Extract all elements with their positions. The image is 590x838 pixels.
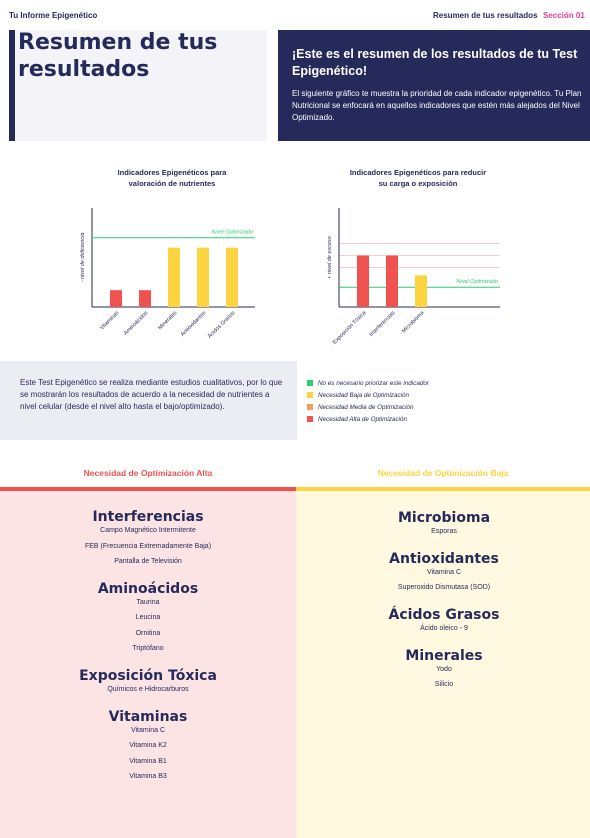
category-item: Ornitina xyxy=(135,630,161,637)
category-item: FEB (Frecuencia Extremadamente Baja) xyxy=(84,543,212,550)
y-axis-label: + nivel de exceso xyxy=(327,236,333,279)
nav-summary-link[interactable]: Resumen de tus resultados xyxy=(433,11,538,20)
chart-nutrients-title: Indicadores Epigenéticos para valoración de nutrientes xyxy=(117,168,227,188)
hero-info-panel xyxy=(278,30,590,141)
chart-exposure-title: Indicadores Epigenéticos para reducir su carga o exposición xyxy=(349,168,487,188)
legend-item xyxy=(307,401,429,413)
low-need-column xyxy=(296,487,590,838)
category-title: Interferencias xyxy=(92,509,204,525)
legend xyxy=(307,377,429,425)
chart-nutrients xyxy=(70,200,270,360)
hero-heading: ¡Este es el resumen de los resultados de tu Test Epigenético! xyxy=(292,47,578,78)
legend-item xyxy=(307,413,429,425)
high-need-column xyxy=(0,487,296,838)
legend-swatch xyxy=(307,416,313,422)
chart-exposure xyxy=(310,200,520,360)
category-title: Antioxidantes xyxy=(389,551,499,567)
tick-label: Aminoácidos xyxy=(122,310,150,337)
tick-label: Ácidos Grasos xyxy=(206,310,237,340)
legend-item xyxy=(307,377,429,389)
category-item: Superoxido Dismutasa (SOD) xyxy=(397,584,491,591)
tick-label: Microbioma xyxy=(401,310,426,335)
bar-4 xyxy=(197,248,209,307)
legend-item xyxy=(307,389,429,401)
category-item: Taurina xyxy=(136,599,160,606)
category-title: Vitaminas xyxy=(108,709,188,725)
category-title: Microbioma xyxy=(397,510,491,526)
bar-3 xyxy=(168,248,180,307)
category-item: Yodo xyxy=(436,666,452,673)
category-item: Vitamina C xyxy=(130,727,166,734)
category-item: Vitamina B1 xyxy=(129,758,167,765)
legend-label: Necesidad Baja de Optimización xyxy=(318,391,410,399)
bar-2 xyxy=(386,256,398,307)
tick-label: Interferencias xyxy=(368,310,397,338)
reference-line-label: Nivel Optimizado xyxy=(456,279,498,286)
category-item: Vitamina K2 xyxy=(129,742,167,749)
category-item: Leucina xyxy=(135,614,161,621)
bar-2 xyxy=(139,290,151,307)
top-bar xyxy=(0,0,590,30)
info-panel xyxy=(0,361,297,440)
category-item: Químicos e Hidrocarburos xyxy=(107,686,189,693)
category-item: Esporas xyxy=(431,528,457,535)
legend-swatch xyxy=(307,392,313,398)
category-item: Vitamina B3 xyxy=(129,773,167,780)
category-item: Silicio xyxy=(434,681,454,688)
tick-label: Exposición Tóxica xyxy=(331,310,368,346)
page-title: Resumen de tus resultados xyxy=(18,30,218,82)
tick-label: Vitaminas xyxy=(99,310,121,332)
brand-title: Tu Informe Epigenético xyxy=(9,11,98,20)
legend-label: Necesidad Alta de Optimización xyxy=(318,415,408,423)
section-label[interactable]: Sección 01 xyxy=(543,11,585,20)
category-item: Pantalla de Televisión xyxy=(114,558,182,565)
category-item: Campo Magnético Intermitente xyxy=(100,527,196,534)
category-title: Minerales xyxy=(405,648,483,664)
bar-1 xyxy=(110,290,122,307)
high-need-header: Necesidad de Optimización Alta xyxy=(83,468,213,478)
bar-5 xyxy=(226,248,238,307)
category-item: Triptófano xyxy=(132,645,164,652)
category-title: Exposición Tóxica xyxy=(79,668,217,684)
info-text: Este Test Epigenético se realiza mediante estudios cualitativos, por lo que se mostrarán los resultados de acuerdo a la necesidad de nutrientes a nivel celular (desde el nivel alto hasta el bajo/optimizado). xyxy=(20,378,283,411)
legend-swatch xyxy=(307,404,313,410)
reference-line-label: Nivel Optimizado xyxy=(211,229,253,236)
tick-label: Antioxidantes xyxy=(179,310,208,338)
category-item: Ácido oleico - 9 xyxy=(420,625,468,632)
legend-label: Necesidad Media de Optimización xyxy=(318,403,414,411)
hero-body: El siguiente gráfico te muestra la prioridad de cada indicador epigenético. Tu Plan Nutricional se enfocará en aquellos indicadores que estén más alejados del Nivel Optimizado. xyxy=(292,89,582,122)
legend-label: No es necesario priorizar este indicador xyxy=(318,379,429,387)
tick-label: Minerales xyxy=(157,310,179,332)
bar-1 xyxy=(357,256,369,307)
category-item: Vitamina C xyxy=(426,569,462,576)
category-title: Aminoácidos xyxy=(97,581,199,597)
category-title: Ácidos Grasos xyxy=(388,607,500,623)
legend-swatch xyxy=(307,380,313,386)
bar-3 xyxy=(415,275,427,307)
low-need-header: Necesidad de Optimización Baja xyxy=(377,468,509,478)
y-axis-label: - nivel de deficiencia xyxy=(80,232,86,283)
